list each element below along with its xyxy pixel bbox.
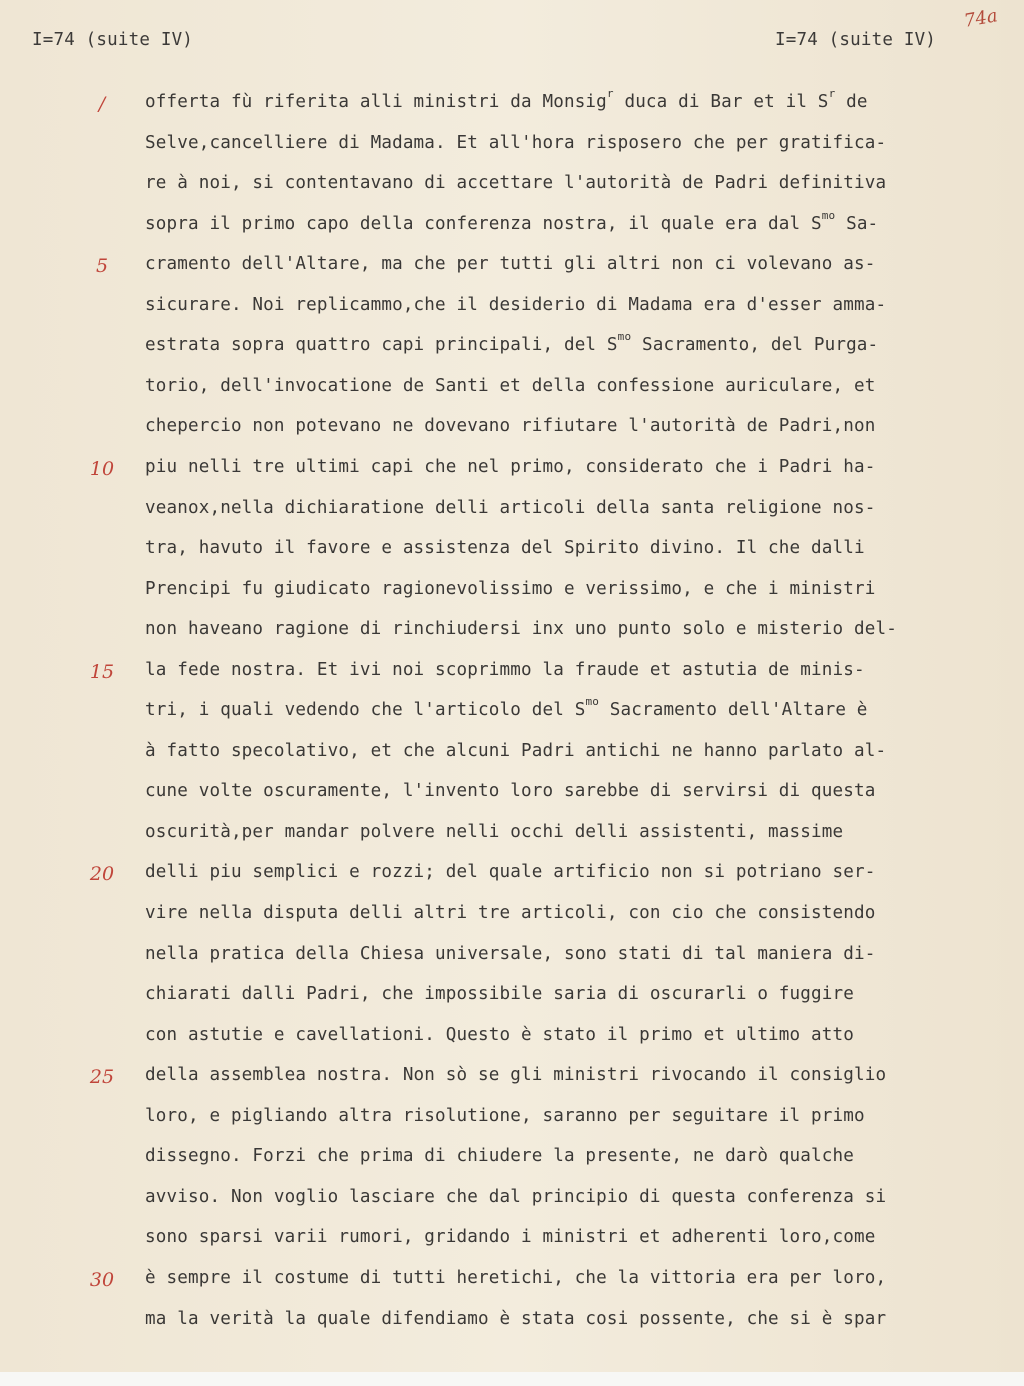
text-line <box>145 981 1015 1007</box>
text-segment: sicurare. Noi replicammo,che il desiderio di Madama era d'esser amma- <box>145 294 887 315</box>
text-segment: nella pratica della Chiesa universale, sono stati di tal maniera di- <box>145 943 876 964</box>
text-segment: è sempre il costume di tutti heretichi, che la vittoria era per loro, <box>145 1267 887 1288</box>
text-segment: avviso. Non voglio lasciare che dal principio di questa conferenza si <box>145 1186 887 1207</box>
text-line <box>145 170 1015 196</box>
text-segment: Sacramento dell'Altare è <box>598 700 868 721</box>
margin-mark: / <box>98 93 106 115</box>
text-line <box>145 495 1015 521</box>
text-segment: della assemblea nostra. Non sò se gli ministri rivocando il consiglio <box>145 1065 887 1086</box>
text-line <box>145 859 1015 885</box>
text-line <box>145 1306 1015 1332</box>
text-line <box>145 819 1015 845</box>
text-line <box>145 454 1015 480</box>
text-line <box>145 697 1015 723</box>
margin-mark: 10 <box>89 457 115 480</box>
text-segment: cune volte oscuramente, l'invento loro sarebbe di servirsi di questa <box>145 781 876 802</box>
text-segment: oscurità,per mandar polvere nelli occhi delli assistenti, massime <box>145 821 844 842</box>
text-segment: piu nelli tre ultimi capi che nel primo, considerato che i Padri ha- <box>145 456 876 477</box>
text-line <box>145 738 1015 764</box>
superscript: r <box>606 87 614 101</box>
text-segment: Selve,cancelliere di Madama. Et all'hora risposero che per gratifica- <box>145 132 887 153</box>
text-line <box>145 208 1015 237</box>
text-line <box>145 535 1015 561</box>
text-segment: veanox,nella dichiaratione delli articoli della santa religione nos- <box>145 497 876 518</box>
text-line <box>145 778 1015 804</box>
superscript: mo <box>585 695 599 709</box>
text-line <box>145 1022 1015 1048</box>
text-line <box>145 130 1015 156</box>
text-segment: torio, dell'invocatione de Santi et della confessione auriculare, et <box>145 375 876 396</box>
text-line <box>145 332 1015 358</box>
text-segment: vire nella disputa delli altri tre articoli, con cio che consistendo <box>145 903 876 923</box>
text-line <box>145 89 1015 115</box>
text-segment: Sa- <box>835 213 879 234</box>
margin-mark: 15 <box>89 660 115 683</box>
superscript: mo <box>821 208 836 222</box>
text-line <box>145 1103 1015 1129</box>
text-segment: la fede nostra. Et ivi noi scoprimmo la fraude et astutia de minis- <box>145 659 865 680</box>
header-left: I=74 (suite IV) <box>32 30 194 50</box>
text-segment: Sacramento, del Purga- <box>631 335 879 356</box>
text-line <box>145 576 1015 602</box>
text-line <box>145 616 1015 642</box>
text-segment: dissegno. Forzi che prima di chiudere la presente, ne darò qualche <box>145 1146 854 1167</box>
text-line <box>145 1265 1015 1291</box>
text-segment: chepercio non potevano ne dovevano rifiutare l'autorità de Padri,non <box>145 416 876 437</box>
margin-mark: 20 <box>89 863 115 886</box>
superscript: mo <box>617 330 632 344</box>
text-segment: con astutie e cavellationi. Questo è stato il primo et ultimo atto <box>145 1024 854 1045</box>
handwritten-folio-number: 74a <box>962 5 1000 32</box>
text-segment: sono sparsi varii rumori, gridando i ministri et adherenti loro,come <box>145 1227 876 1248</box>
text-segment: delli piu semplici e rozzi; del quale artificio non si potriano ser- <box>145 862 876 883</box>
text-line <box>145 251 1015 277</box>
text-segment: chiarati dalli Padri, che impossibile saria di oscurarli o fuggire <box>145 984 854 1005</box>
margin-mark: 5 <box>95 255 109 278</box>
text-line <box>145 657 1015 683</box>
text-segment: tri, i quali vedendo che l'articolo del S <box>145 700 586 721</box>
text-segment: à fatto specolativo, et che alcuni Padri antichi ne hanno parlato al- <box>145 740 887 761</box>
text-segment: ma la verità la quale difendiamo è stata cosi possente, che si è spar <box>145 1308 887 1329</box>
text-line <box>145 900 1015 926</box>
text-segment: re à noi, si contentavano di accettare l'autorità de Padri definitiva <box>145 173 887 194</box>
text-segment: tra, havuto il favore e assistenza del Spirito divino. Il che dalli <box>145 538 865 559</box>
text-line <box>145 1224 1015 1250</box>
text-segment: estrata sopra quattro capi principali, del S <box>145 335 618 356</box>
scan-bottom-edge <box>0 1372 1024 1386</box>
text-line <box>145 1143 1015 1169</box>
text-line <box>145 1062 1015 1088</box>
header-right: I=74 (suite IV) <box>775 30 937 50</box>
text-segment: sopra il primo capo della conferenza nostra, il quale era dal S <box>145 213 822 234</box>
margin-mark: 25 <box>89 1066 115 1089</box>
text-segment: duca di Bar et il S <box>613 92 829 112</box>
text-line <box>145 413 1015 439</box>
text-segment: offerta fù riferita alli ministri da Monsig <box>145 92 607 112</box>
text-segment: loro, e pigliando altra risolutione, saranno per seguitare il primo <box>145 1105 865 1126</box>
text-segment: de <box>835 92 868 112</box>
text-segment: non haveano ragione di rinchiudersi inx uno punto solo e misterio del- <box>145 619 897 640</box>
text-line <box>145 292 1015 318</box>
text-line <box>145 941 1015 967</box>
text-segment: Prencipi fu giudicato ragionevolissimo e verissimo, e che i ministri <box>145 578 876 599</box>
text-line <box>145 1184 1015 1210</box>
text-segment: cramento dell'Altare, ma che per tutti gli altri non ci volevano as- <box>145 254 876 275</box>
superscript: r <box>828 87 836 101</box>
text-line <box>145 373 1015 399</box>
margin-mark: 30 <box>89 1268 115 1291</box>
